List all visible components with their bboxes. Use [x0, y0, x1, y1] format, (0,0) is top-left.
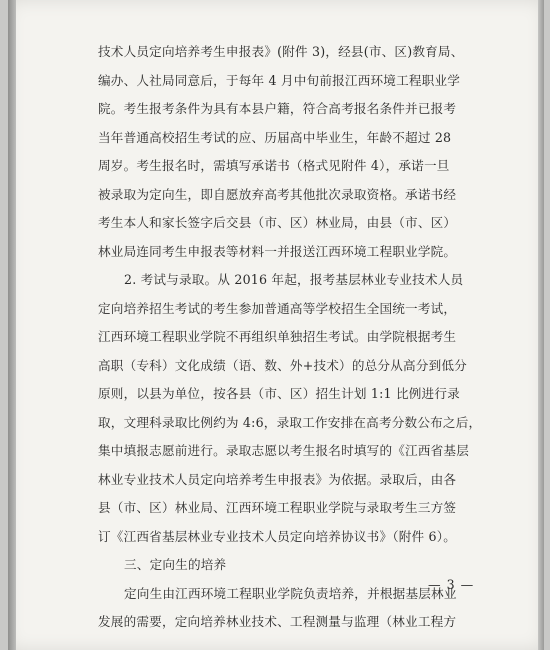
text-line: 2. 考试与录取。从 2016 年起，报考基层林业专业技术人员 — [124, 272, 464, 287]
document-body — [98, 38, 508, 637]
text-line: 考生本人和家长签字后交县（市、区）林业局，由县（市、区） — [98, 215, 457, 230]
text-line: 高职（专科）文化成绩（语、数、外+技术）的总分从高分到低分 — [98, 357, 467, 373]
text-line: 县（市、区）林业局、江西环境工程职业学院与录取考生三方签 — [98, 500, 457, 515]
text-line: 江西环境工程职业学院不再组织单独招生考试。由学院根据考生 — [98, 329, 457, 344]
text-line: 当年普通高校招生考试的应、历届高中毕业生，年龄不超过 28 — [98, 129, 452, 145]
page-right-edge-shadow — [538, 0, 544, 650]
section-heading: 三、定向生的培养 — [124, 557, 227, 572]
text-line: 林业局连同考生申报表等材料一并报送江西环境工程职业学院。 — [98, 243, 457, 259]
text-line: 周岁。考生报名时，需填写承诺书（格式见附件 4），承诺一旦 — [98, 158, 450, 173]
text-line: 集中填报志愿前进行。录取志愿以考生报名时填写的《江西省基层 — [98, 443, 470, 458]
page-left-edge-shadow — [8, 0, 16, 650]
text-line: 定向生由江西环境工程职业学院负责培养，并根据基层林业 — [124, 585, 457, 601]
text-line: 技术人员定向培养考生申报表》(附件 3)，经县(市、区)教育局、 — [98, 44, 464, 59]
text-line: 编办、人社局同意后，于每年 4 月中旬前报江西环境工程职业学 — [98, 72, 461, 88]
page-number: — 3 — — [428, 577, 475, 592]
text-line: 发展的需要，定向培养林业技术、工程测量与监理（林业工程方 — [98, 614, 457, 629]
text-line: 院。考生报考条件为具有本县户籍，符合高考报名条件并已报考 — [98, 101, 457, 116]
text-line: 原则，以县为单位，按各县（市、区）招生计划 1:1 比例进行录 — [98, 386, 460, 401]
text-line: 定向培养招生考试的考生参加普通高等学校招生全国统一考试， — [98, 300, 457, 316]
text-line: 取，文理科录取比例约为 4:6，录取工作安排在高考分数公布之后， — [98, 414, 482, 430]
text-line: 林业专业技术人员定向培养考生申报表》为依据。录取后，由各 — [98, 471, 457, 487]
text-line: 订《江西省基层林业专业技术人员定向培养协议书》（附件 6）。 — [98, 528, 457, 544]
text-line: 被录取为定向生，即自愿放弃高考其他批次录取资格。承诺书经 — [98, 186, 457, 202]
document-page — [8, 0, 544, 650]
